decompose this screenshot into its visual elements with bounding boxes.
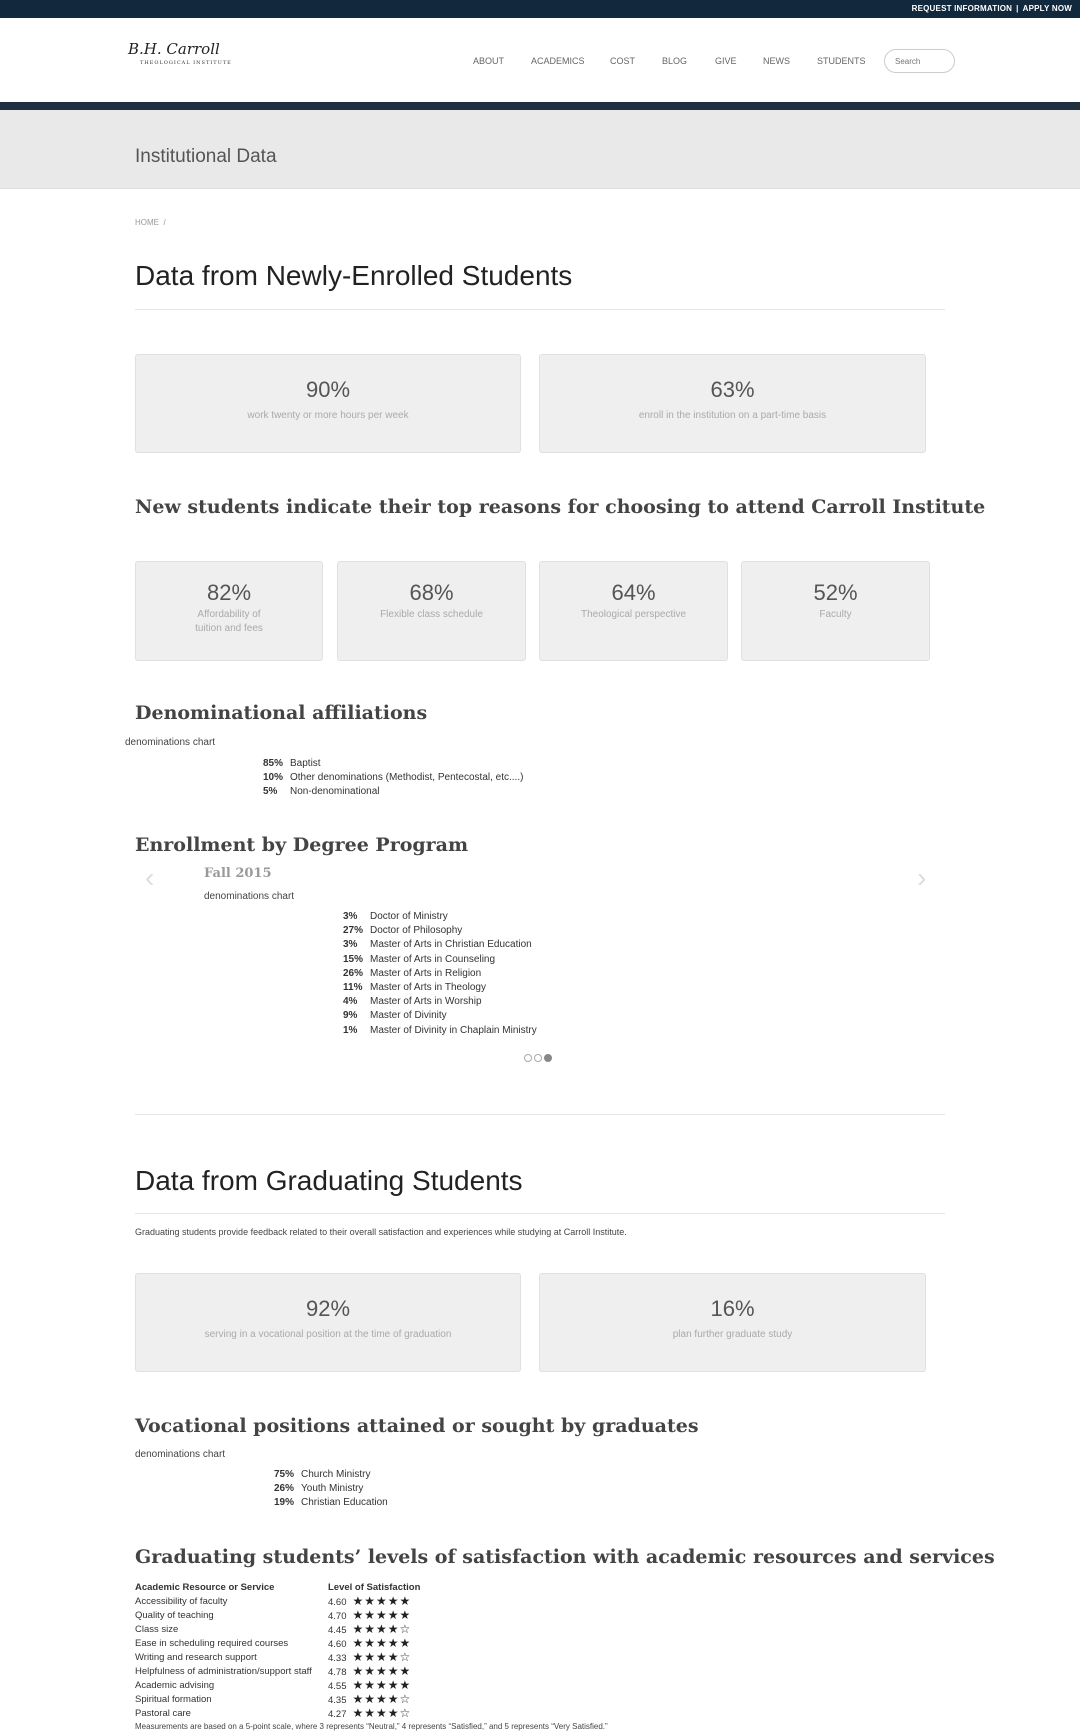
legend-row <box>343 968 537 982</box>
legend-label: Master of Arts in Theology <box>370 981 486 993</box>
carousel-dot[interactable] <box>534 1054 542 1062</box>
star-rating-icon: ★★★★★ <box>352 1636 412 1650</box>
resource-name: Pastoral care <box>135 1707 191 1719</box>
breadcrumb-home[interactable]: HOME <box>135 218 159 227</box>
stat-value: 92% <box>305 1296 351 1321</box>
newly-enrolled-heading: Data from Newly-Enrolled Students <box>135 260 573 291</box>
reason-box <box>337 561 526 661</box>
legend-value: 3% <box>343 911 358 922</box>
table-row <box>135 1678 420 1692</box>
legend-value: 19% <box>274 1497 295 1509</box>
table-row <box>135 1622 420 1636</box>
table-row <box>135 1706 420 1720</box>
breadcrumb-separator: / <box>163 218 166 227</box>
legend-value: 15% <box>343 953 364 965</box>
reason-description: Faculty <box>819 609 852 620</box>
legend-value: 26% <box>274 1483 295 1495</box>
legend-row <box>343 982 537 996</box>
legend-value: 85% <box>263 758 284 769</box>
denominations-legend <box>263 758 523 801</box>
carousel-dot[interactable] <box>524 1054 532 1062</box>
legend-label: Master of Divinity <box>370 1010 447 1022</box>
image-alt-text: denominations chart <box>204 891 295 902</box>
legend-value: 4% <box>343 996 358 1008</box>
legend-row <box>343 1010 537 1024</box>
satisfaction-table <box>135 1580 420 1720</box>
nav-news[interactable]: NEWS <box>763 56 790 66</box>
satisfaction-cell <box>328 1608 420 1622</box>
stat-box <box>539 1273 926 1372</box>
star-rating-icon: ★★★★★ <box>352 1608 412 1622</box>
resource-name: Ease in scheduling required courses <box>135 1637 289 1649</box>
star-rating-icon: ★★★★☆ <box>352 1692 412 1706</box>
denominations-heading: Denominational affiliations <box>135 702 428 724</box>
legend-label: Master of Arts in Christian Education <box>370 939 532 951</box>
page-title: Institutional Data <box>135 146 277 167</box>
image-alt-text: denominations chart <box>125 737 216 748</box>
legend-value: 1% <box>343 1024 358 1036</box>
score: 4.27 <box>328 1709 347 1720</box>
reason-value: 68% <box>409 580 454 605</box>
resource-name: Quality of teaching <box>135 1609 214 1621</box>
column-header: Academic Resource or Service <box>135 1581 275 1593</box>
page-title-band <box>0 110 1080 189</box>
star-rating-icon: ★★★★☆ <box>352 1706 412 1720</box>
nav-cost[interactable]: COST <box>610 56 636 66</box>
resource-name: Academic advising <box>135 1679 215 1691</box>
reason-value: 82% <box>206 580 252 605</box>
star-rating-icon: ★★★★★ <box>352 1678 412 1692</box>
legend-value: 27% <box>343 925 364 937</box>
top-utility-bar <box>0 0 1080 18</box>
carousel-term-label: Fall 2015 <box>204 866 272 881</box>
legend-row <box>274 1497 388 1511</box>
legend-label: Youth Ministry <box>301 1483 364 1495</box>
score: 4.70 <box>328 1611 347 1622</box>
utility-links <box>912 4 1072 13</box>
legend-label: Non-denominational <box>290 786 380 798</box>
satisfaction-cell <box>328 1664 420 1678</box>
carousel-next-arrow[interactable]: › <box>917 862 927 893</box>
legend-value: 75% <box>274 1469 295 1480</box>
legend-value: 26% <box>343 967 364 979</box>
resource-name: Writing and research support <box>135 1651 257 1663</box>
score: 4.60 <box>328 1639 347 1650</box>
satisfaction-heading: Graduating students’ levels of satisfaction with academic resources and services <box>135 1546 995 1568</box>
logo-subtitle: THEOLOGICAL INSTITUTE <box>140 60 232 66</box>
legend-row <box>263 758 523 772</box>
legend-row <box>343 1025 537 1039</box>
satisfaction-cell <box>328 1636 420 1650</box>
legend-value: 10% <box>263 772 284 784</box>
table-row <box>135 1636 420 1650</box>
table-row <box>135 1594 420 1608</box>
satisfaction-cell <box>328 1706 420 1720</box>
reason-description: Affordability of <box>197 609 261 620</box>
legend-label: Doctor of Philosophy <box>370 925 463 937</box>
star-rating-icon: ★★★★☆ <box>352 1622 412 1636</box>
resource-name: Accessibility of faculty <box>135 1595 228 1607</box>
legend-row <box>343 954 537 968</box>
satisfaction-scale-note: Measurements are based on a 5-point scale, where 3 represents “Neutral,” 4 represents “Satisfied,” and 5 represents “Very Satisfied.” <box>135 1722 608 1731</box>
legend-row <box>274 1469 388 1483</box>
nav-about[interactable]: ABOUT <box>473 56 505 66</box>
denominations-chart-image <box>125 737 215 748</box>
score: 4.45 <box>328 1625 347 1636</box>
legend-row <box>343 996 537 1010</box>
nav-academics[interactable]: ACADEMICS <box>531 56 585 66</box>
legend-value: 11% <box>343 981 363 993</box>
vocational-legend <box>274 1469 388 1512</box>
legend-row <box>343 911 537 925</box>
resource-name: Class size <box>135 1623 179 1635</box>
reason-value: 64% <box>611 580 656 605</box>
score: 4.35 <box>328 1695 347 1706</box>
legend-row <box>263 772 523 786</box>
legend-label: Master of Arts in Worship <box>370 996 482 1008</box>
enrollment-legend <box>343 911 537 1039</box>
graduating-heading: Data from Graduating Students <box>135 1165 523 1196</box>
header-stripe <box>0 102 1080 110</box>
logo-script: B.H. Carroll <box>128 40 220 58</box>
star-rating-icon: ★★★★☆ <box>352 1650 412 1664</box>
carousel-prev-arrow[interactable]: ‹ <box>145 862 155 893</box>
nav-blog[interactable]: BLOG <box>662 56 688 66</box>
legend-label: Master of Divinity in Chaplain Ministry <box>370 1024 537 1036</box>
reason-description-line2: tuition and fees <box>195 623 263 634</box>
nav-give[interactable]: GIVE <box>715 56 737 66</box>
satisfaction-cell <box>328 1678 420 1692</box>
stat-description: work twenty or more hours per week <box>247 410 409 421</box>
stat-box <box>539 354 926 453</box>
utility-separator: | <box>1016 4 1019 13</box>
legend-value: 3% <box>343 939 358 951</box>
table-row <box>135 1692 420 1706</box>
stat-description: enroll in the institution on a part-time basis <box>638 410 827 421</box>
legend-row <box>343 925 537 939</box>
enrollment-chart-image <box>204 891 294 902</box>
satisfaction-cell <box>328 1594 420 1608</box>
legend-label: Baptist <box>290 758 321 769</box>
search-input[interactable] <box>884 49 955 73</box>
reason-value: 52% <box>813 580 858 605</box>
score: 4.60 <box>328 1597 347 1608</box>
section-divider <box>135 1114 945 1115</box>
request-information-link[interactable]: REQUEST INFORMATION <box>911 4 1013 13</box>
score: 4.78 <box>328 1667 347 1678</box>
score: 4.33 <box>328 1653 347 1664</box>
stat-value: 63% <box>710 377 755 402</box>
reason-description: Theological perspective <box>580 609 687 620</box>
column-header: Level of Satisfaction <box>328 1581 421 1593</box>
legend-value: 9% <box>343 1010 358 1022</box>
stat-box <box>135 1273 521 1372</box>
legend-value: 5% <box>263 786 278 798</box>
reason-box <box>539 561 728 661</box>
legend-row <box>274 1483 388 1497</box>
satisfaction-cell <box>328 1692 420 1706</box>
nav-students[interactable]: STUDENTS <box>817 56 866 66</box>
legend-label: Master of Arts in Religion <box>370 967 482 979</box>
stat-value: 16% <box>710 1296 755 1321</box>
legend-label: Church Ministry <box>301 1469 371 1480</box>
stat-value: 90% <box>305 377 351 402</box>
resource-name: Helpfulness of administration/support staff <box>135 1665 312 1677</box>
stat-description: plan further graduate study <box>672 1329 793 1340</box>
legend-label: Other denominations (Methodist, Pentecostal, etc....) <box>290 772 524 784</box>
reason-box <box>135 561 323 661</box>
table-header-row <box>135 1580 420 1594</box>
enrollment-heading: Enrollment by Degree Program <box>135 834 469 856</box>
stat-box <box>135 354 521 453</box>
vocational-heading: Vocational positions attained or sought by graduates <box>135 1415 699 1437</box>
table-row <box>135 1608 420 1622</box>
legend-row <box>263 786 523 800</box>
stat-description: serving in a vocational position at the time of graduation <box>204 1329 452 1340</box>
graduating-intro: Graduating students provide feedback related to their overall satisfaction and experiences while studying at Carroll Institute. <box>135 1227 627 1237</box>
table-row <box>135 1664 420 1678</box>
satisfaction-cell <box>328 1622 420 1636</box>
star-rating-icon: ★★★★★ <box>352 1594 412 1608</box>
site-header <box>0 18 1080 102</box>
image-alt-text: denominations chart <box>135 1449 226 1460</box>
carousel-indicators <box>524 1049 554 1067</box>
star-rating-icon: ★★★★★ <box>352 1664 412 1678</box>
apply-now-link[interactable]: APPLY NOW <box>1022 4 1072 13</box>
legend-label: Christian Education <box>301 1497 388 1509</box>
divider <box>135 309 945 310</box>
reason-description: Flexible class schedule <box>380 609 483 620</box>
carousel-dot-active[interactable] <box>544 1054 552 1062</box>
legend-row <box>343 939 537 953</box>
reason-box <box>741 561 930 661</box>
satisfaction-cell <box>328 1650 420 1664</box>
resource-name: Spiritual formation <box>135 1693 212 1705</box>
legend-label: Master of Arts in Counseling <box>370 953 496 965</box>
breadcrumb <box>135 218 166 227</box>
legend-label: Doctor of Ministry <box>370 911 448 922</box>
site-logo[interactable] <box>128 40 240 70</box>
reasons-heading: New students indicate their top reasons for choosing to attend Carroll Institute <box>135 496 986 518</box>
divider <box>135 1213 945 1214</box>
score: 4.55 <box>328 1681 347 1692</box>
table-row <box>135 1650 420 1664</box>
vocational-chart-image <box>135 1449 225 1460</box>
